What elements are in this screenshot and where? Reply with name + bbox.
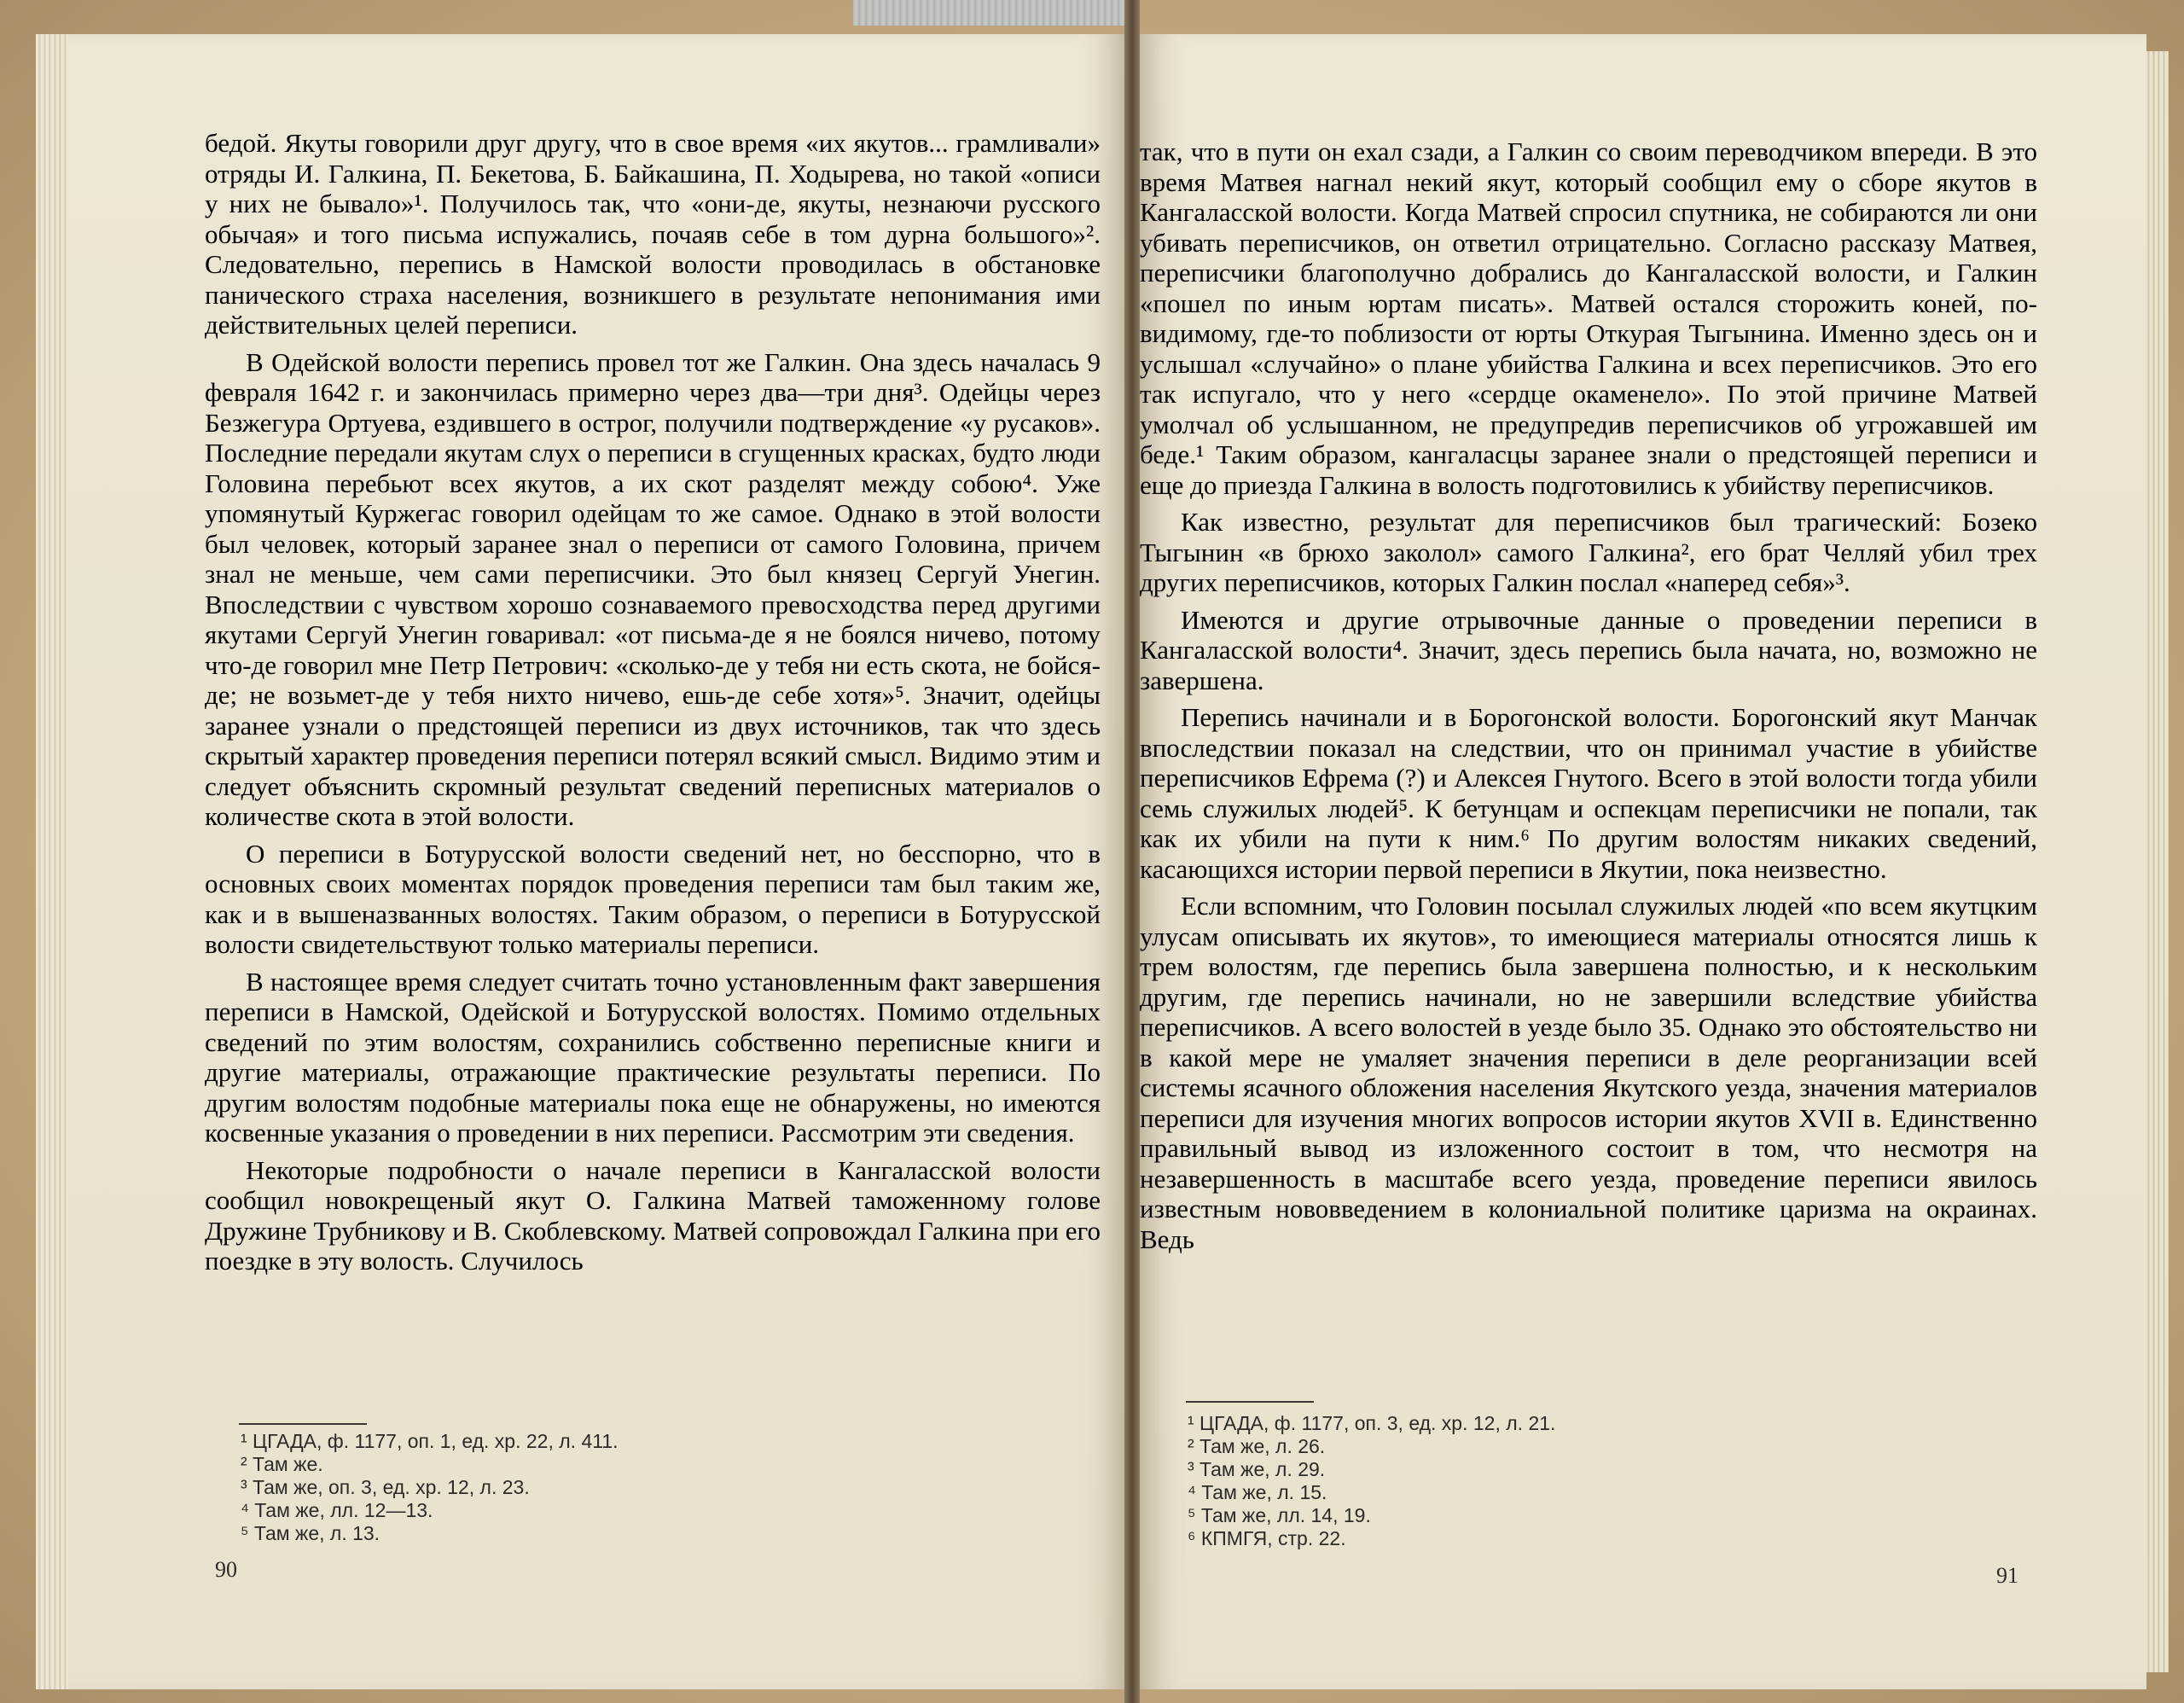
spine-binding (853, 0, 1126, 26)
footnote: ¹ ЦГАДА, ф. 1177, оп. 3, ед. хр. 12, л. 21. (1188, 1412, 1556, 1434)
page-number: 91 (1996, 1563, 2018, 1588)
paragraph: Как известно, результат для переписчиков был трагический: Бозеко Тыгынин «в брюхо заколол» самого Галкина², его брат Челляй убил трех других переписчиков, которых Галкин послал «наперед себя»³. (1140, 507, 2037, 597)
left-footnotes (241, 1430, 619, 1545)
footnote: ² Там же. (241, 1453, 323, 1475)
footnote: ³ Там же, л. 29. (1188, 1458, 1326, 1480)
footnote-rule (239, 1423, 367, 1425)
left-page-edges (36, 34, 70, 1689)
footnote: ¹ ЦГАДА, ф. 1177, оп. 1, ед. хр. 22, л. 411. (241, 1430, 619, 1452)
paragraph: бедой. Якуты говорили друг другу, что в свое время «их якутов... грамливали» отряды И. Галкина, П. Бекетова, Б. Байкашина, П. Ходырева, но такой «описи у них не бывало»¹. Получилось так, что «они-де, якуты, незнаючи русского обычая» и того письма испужались, почаяв себе в том дурна большого»². Следовательно, перепись в Намской волости проводилась в обстановке панического страха населения, возникшего в результате непонимания ими действительных целей переписи. (205, 128, 1101, 340)
footnote: ² Там же, л. 26. (1188, 1435, 1326, 1457)
footnote: ⁶ КПМГЯ, стр. 22. (1188, 1527, 1346, 1549)
right-page-edges (2145, 51, 2169, 1672)
footnote: ⁵ Там же, лл. 14, 19. (1188, 1504, 1371, 1526)
paragraph: Перепись начинали и в Борогонской волости. Борогонский якут Манчак впоследствии показал на следствии, что он принимал участие в убийстве переписчиков Ефрема (?) и Алексея Гнутого. Всего в этой волости тогда убили семь служилых людей⁵. К бетунцам и оспекцам переписчики не попали, так как их убили на пути к ним.⁶ По другим волостям никаких сведений, касающихся истории первой переписи в Якутии, пока неизвестно. (1140, 702, 2037, 884)
page-number: 90 (215, 1557, 237, 1582)
right-footnotes (1188, 1412, 1555, 1550)
book-gutter (1124, 0, 1140, 1703)
paragraph: В настоящее время следует считать точно установленным факт завершения переписи в Намской, Одейской и Ботурусской волостях. Помимо отдельных сведений по этим волостям, сохранились собственно переписные книги и другие материалы, отражающие практические результаты переписи. По другим волостям подобные материалы пока еще не обнаружены, но имеются косвенные указания о проведении в них переписи. Рассмотрим эти сведения. (205, 966, 1101, 1148)
footnote: ⁴ Там же, лл. 12—13. (241, 1499, 433, 1521)
footnote: ⁴ Там же, л. 15. (1188, 1481, 1327, 1503)
paragraph: Имеются и другие отрывочные данные о проведении переписи в Кангаласской волости⁴. Значит, здесь перепись была начата, но, возможно не завершена. (1140, 604, 2037, 695)
paragraph: Если вспомним, что Головин посылал служилых людей «по всем якутцким улусам описывать их якутов», то имеющиеся материалы относятся лишь к трем волостям, где перепись была завершена полностью, и к нескольким другим, где перепись начинали, но не завершили вследствие убийства переписчиков. А всего волостей в уезде было 35. Однако это обстоятельство ни в какой мере не умаляет значения переписи в деле реорганизации всей системы ясачного обложения населения Якутского уезда, значения материалов переписи для изучения многих вопросов истории якутов XVII в. Единственно правильный вывод из изложенного состоит в том, что несмотря на незавершенность в масштабе всего уезда, проведение переписи явилось известным нововведением в колониальной политике царизма на окраинах. Ведь (1140, 891, 2037, 1254)
paragraph: О переписи в Ботурусской волости сведений нет, но бесспорно, что в основных своих моментах порядок проведения переписи там был таким же, как и в вышеназванных волостях. Таким образом, о переписи в Ботурусской волости свидетельствуют только материалы переписи. (205, 838, 1101, 959)
paragraph: так, что в пути он ехал сзади, а Галкин со своим переводчиком впереди. В это время Матвея нагнал некий якут, который сообщил ему о сборе якутов в Кангаласской волости. Когда Матвей спросил спутника, не собираются ли они убивать переписчиков, он ответил отрицательно. Согласно рассказу Матвея, переписчики благополучно добрались до Кангаласской волости, и Галкин «пошел по иным юртам писать». Матвей остался сторожить коней, по-видимому, где-то поблизости от юрты Откурая Тыгынина. Именно здесь он и услышал «случайно» о плане убийства Галкина и всех переписчиков. Это его так испугало, что у него «сердце окаменело». По этой причине Матвей умолчал об услышанном, не предупредив переписчиков об угрожавшей им беде.¹ Таким образом, кангаласцы заранее знали о предстоящей переписи и еще до приезда Галкина в волость подготовились к убийству переписчиков. (1140, 137, 2037, 500)
left-page-body (205, 128, 1101, 1276)
footnote: ⁵ Там же, л. 13. (241, 1522, 380, 1544)
paragraph: Некоторые подробности о начале переписи в Кангаласской волости сообщил новокрещеный якут О. Галкина Матвей таможенному голове Дружине Трубникову и В. Скоблевскому. Матвей сопровождал Галкина при его поездке в эту волость. Случилось (205, 1154, 1101, 1276)
footnote-rule (1186, 1401, 1314, 1403)
footnote: ³ Там же, оп. 3, ед. хр. 12, л. 23. (241, 1476, 530, 1498)
right-page-body (1140, 137, 2037, 1254)
paragraph: В Одейской волости перепись провел тот же Галкин. Она здесь началась 9 февраля 1642 г. и закончилась примерно через два—три дня³. Одейцы через Безжегура Ортуева, ездившего в острог, получили подтверждение «у русаков». Последние передали якутам слух о переписи в сгущенных красках, будто люди Головина перебьют всех якутов, а их скот разделят между собою⁴. Уже упомянутый Куржегас говорил одейцам то же самое. Однако в этой волости был человек, который заранее знал о переписи от самого Головина, причем знал не меньше, чем сами переписчики. Это был князец Сергуй Унегин. Впоследствии с чувством хорошо сознаваемого превосходства перед другими якутами Сергуй Унегин говаривал: «от письма-де я не боялся ничево, потому что-де говорил мне Петр Петрович: «сколько-де у тебя ни есть скота, не бойся-де; не возьмет-де у тебя нихто ничево, ешь-де себе хотя»⁵. Значит, одейцы заранее узнали о предстоящей переписи из двух источников, так что здесь скрытый характер проведения переписи потерял всякий смысл. Видимо этим и следует объяснить скромный результат сведений переписных материалов о количестве скота в этой волости. (205, 346, 1101, 831)
